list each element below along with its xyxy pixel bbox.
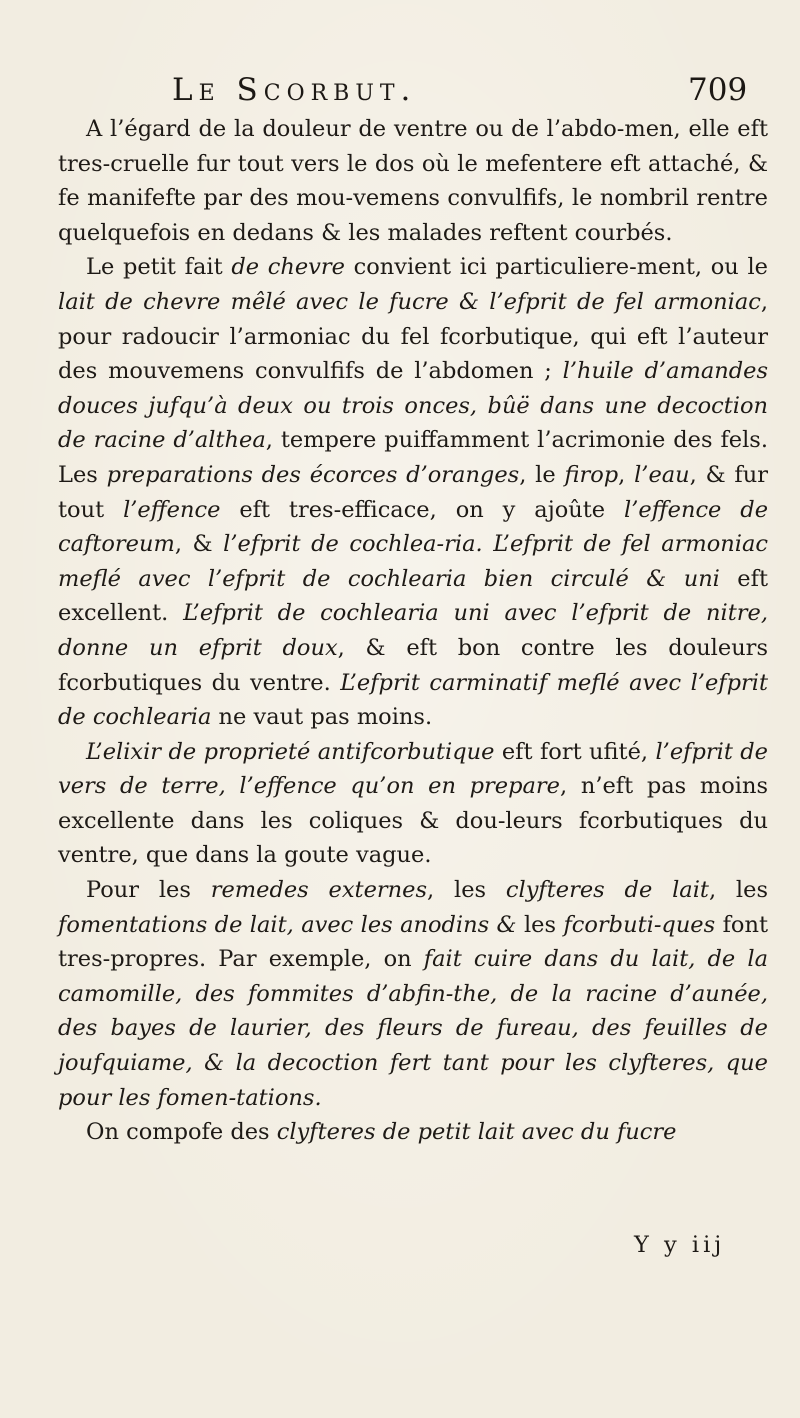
italic-run: fcorbuti-ques (563, 911, 716, 938)
text-run: eft fort ufité, (494, 738, 656, 765)
text-run: font tres-propres. Par exemple, on (58, 911, 768, 973)
italic-run: remedes externes (210, 877, 428, 904)
text-run: eft tres-efficace, on y ajoûte (220, 496, 625, 523)
text-run: les (516, 911, 564, 938)
paragraph (58, 1115, 768, 1150)
signature-mark: Y y iij (634, 1232, 726, 1258)
italic-run: clyfteres de lait (505, 877, 709, 904)
text-run: , & eft bon contre les douleurs fcorbutiques du ventre. (58, 634, 768, 696)
text-run: Le petit fait (86, 254, 232, 281)
italic-run: l’effence (123, 496, 221, 523)
text-run: , & fur tout (58, 461, 768, 523)
italic-run: fait cuire dans du lait, de la camomille, des fommites d’abfin-the, de la racine d’aunée, des bayes de laurier, des fleurs de fureau, des feuilles de joufquiame, & la decoction fert tant pour les clyfteres, que pour les fomen-tations. (58, 946, 768, 1111)
text-run: , tempere puiffamment l’acrimonie des fels. Les (58, 427, 768, 488)
text-run: eft excellent. (58, 565, 768, 627)
text-run: Pour les (86, 877, 211, 904)
paragraph (58, 250, 768, 734)
page-header (0, 72, 800, 112)
text-run: On compofe des (86, 1119, 277, 1146)
paragraph (58, 112, 768, 250)
paragraph (58, 735, 768, 873)
text-run: A l’égard de la douleur de ventre ou de l’abdo-men, elle eft tres-cruelle fur tout vers le dos où le mefentere eft attaché, & fe manifefte par des mou-vemens convulfifs, le nombril rentre quelquefois en dedans & les malades reftent courbés. (58, 116, 768, 246)
text-run: , le (519, 461, 565, 488)
text-run: convient ici particuliere-ment, ou le (344, 254, 768, 281)
italic-run: firop (564, 461, 619, 488)
italic-run: de chevre (231, 254, 345, 281)
text-run: , les (427, 877, 506, 904)
italic-run: l’huile d’amandes douces jufqu’à deux ou trois onces, bûë dans une decoction de racine d’althea (58, 358, 768, 454)
text-run: , les (708, 877, 768, 904)
italic-run: l’efprit de cochlea-ria. L’efprit de fel armoniac meflé avec l’efprit de cochlearia bien circulé & uni (58, 531, 768, 592)
running-title: Le Scorbut. (172, 72, 417, 108)
italic-run: fomentations de lait, avec les anodins & (58, 911, 517, 938)
text-body (58, 112, 768, 1150)
italic-run: l’efprit de vers de terre, l’effence qu’on en prepare (58, 738, 768, 800)
italic-run: lait de chevre mêlé avec le fucre & l’efprit de fel armoniac (58, 288, 761, 315)
italic-run: L’efprit de cochlearia uni avec l’efprit de nitre, donne un efprit doux (58, 600, 768, 661)
text-run: , & (174, 531, 224, 558)
text-run: , pour radoucir l’armoniac du fel fcorbutique, qui eft l’auteur des mouvemens convulfifs de l’abdomen ; (58, 288, 768, 385)
text-run: , (618, 461, 635, 488)
text-run: , n’eft pas moins excellente dans les coliques & dou-leurs fcorbutiques du ventre, que dans la goute vague. (58, 773, 768, 869)
text-run: ne vaut pas moins. (211, 704, 433, 731)
paragraph (58, 873, 768, 1115)
page-number: 709 (688, 72, 748, 108)
italic-run: L’efprit carminatif meflé avec l’efprit de cochlearia (58, 669, 768, 731)
italic-run: l’eau (634, 461, 690, 488)
italic-run: clyfteres de petit lait avec du fucre (276, 1119, 677, 1146)
italic-run: l’effence de caftoreum (58, 496, 769, 558)
italic-run: preparations des écorces d’oranges (106, 461, 520, 488)
italic-run: L’elixir de proprieté antifcorbutique (86, 738, 495, 765)
